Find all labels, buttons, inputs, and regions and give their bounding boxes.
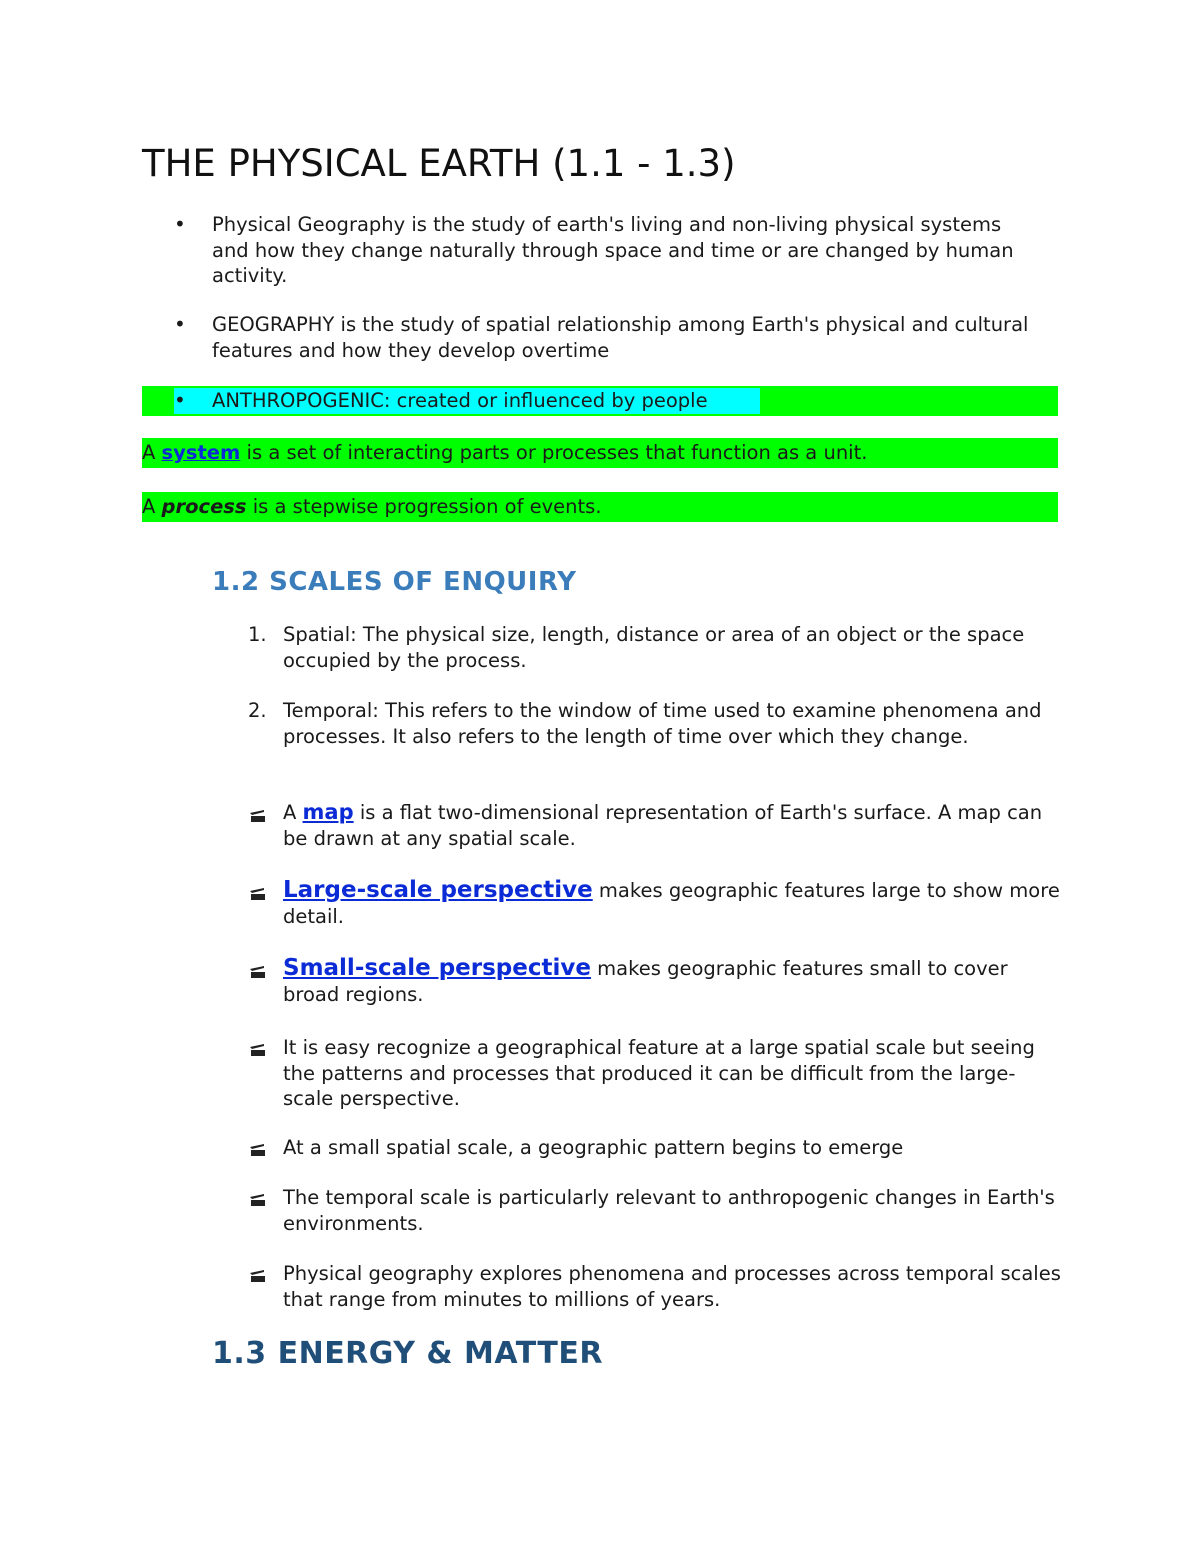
flag-bullet-icon [249, 1043, 267, 1057]
system-link[interactable]: system [161, 441, 241, 464]
list-item-easy-recognize: It is easy recognize a geographical feature at a large spatial scale but seeing the patterns and processes that produced it can be difficult from the large-scale perspective. [283, 1036, 1035, 1110]
list-item-map: A map is a flat two-dimensional representation of Earth's surface. A map can be drawn at any spatial scale. [283, 800, 1043, 850]
map-link[interactable]: map [302, 800, 354, 824]
list-item-physical-geography-explores: Physical geography explores phenomena and processes across temporal scales that range from minutes to millions of years. [283, 1262, 1061, 1311]
flag-bullet-icon [249, 887, 267, 901]
section-heading-scales: 1.2 SCALES OF ENQUIRY [212, 567, 577, 597]
list-item-small-spatial: At a small spatial scale, a geographic pattern begins to emerge [283, 1136, 904, 1159]
process-definition: A process is a stepwise progression of events. [142, 495, 602, 518]
list-item-large-scale: Large-scale perspective makes geographic features large to show more detail. [283, 877, 1060, 928]
list-item-spatial: Spatial: The physical size, length, distance or area of an object or the space occupied by the process. [283, 623, 1025, 672]
list-item-temporal-scale: The temporal scale is particularly relevant to anthropogenic changes in Earth's environments. [283, 1186, 1055, 1235]
flag-bullet-icon [249, 1269, 267, 1283]
system-definition: A system is a set of interacting parts or processes that function as a unit. [142, 441, 868, 464]
list-item-small-scale: Small-scale perspective makes geographic features small to cover broad regions. [283, 955, 1008, 1006]
flag-bullet-icon [249, 1143, 267, 1157]
bullet-dot: • [174, 212, 186, 236]
section-heading-energy-matter: 1.3 ENERGY & MATTER [212, 1336, 603, 1371]
large-scale-link[interactable]: Large-scale perspective [283, 877, 593, 903]
list-item-temporal: Temporal: This refers to the window of time used to examine phenomena and processes. It also refers to the length of time over which they change. [283, 699, 1042, 748]
small-scale-link[interactable]: Small-scale perspective [283, 955, 591, 981]
bullet-dot: • [174, 312, 186, 336]
bullet-geography: GEOGRAPHY is the study of spatial relationship among Earth's physical and cultural features and how they develop overtime [212, 313, 1029, 362]
flag-bullet-icon [249, 965, 267, 979]
flag-bullet-icon [249, 1193, 267, 1207]
flag-bullet-icon [249, 809, 267, 823]
list-number: 1. [248, 623, 267, 646]
page-title: THE PHYSICAL EARTH (1.1 - 1.3) [142, 142, 736, 185]
bullet-anthropogenic: ANTHROPOGENIC: created or influenced by people [212, 389, 708, 412]
bullet-physical-geography: Physical Geography is the study of earth's living and non-living physical systems and how they change naturally through space and time or are changed by human activity. [212, 213, 1014, 287]
bullet-dot: • [174, 388, 186, 412]
list-number: 2. [248, 699, 267, 722]
process-term: process [161, 495, 247, 518]
